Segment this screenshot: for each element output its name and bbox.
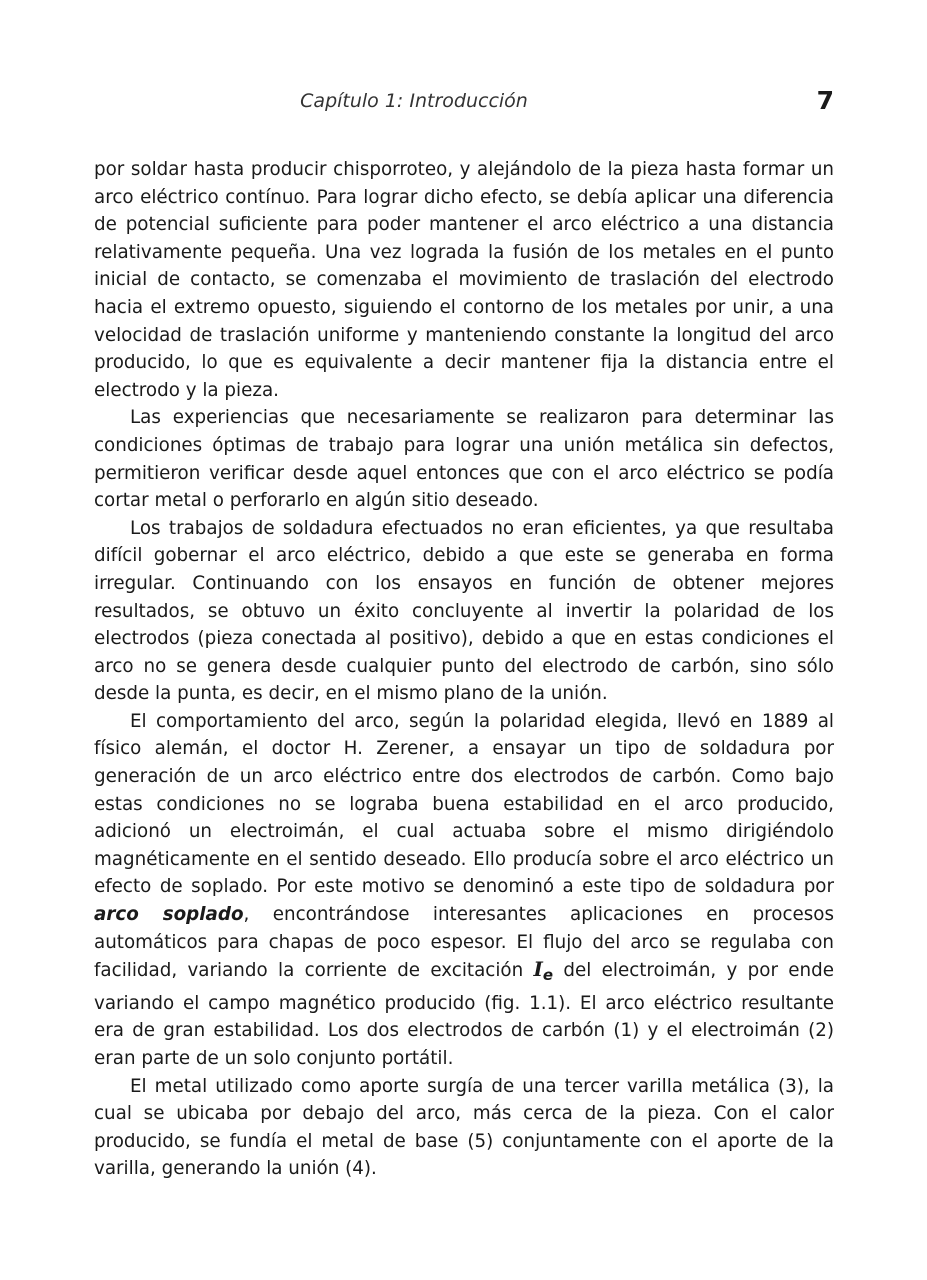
current-symbol-subscript: e <box>542 966 554 985</box>
emphasized-term: arco soplado <box>94 904 244 926</box>
running-header <box>94 86 834 118</box>
chapter-title: Capítulo 1: Introducción <box>300 90 528 112</box>
paragraph-4-text-a: El comportamiento del arco, según la polaridad elegida, llevó en 1889 al físico alemán, el doctor H. Zerener, a ensayar un tipo de soldadura por generación de un arco eléctrico entre dos electrodos de carbón. Como bajo estas condiciones no se lograba buena estabilidad en el arco producido, adicionó un electroimán, el cual actuaba sobre el mismo dirigiéndolo magnéticamente en el sentido deseado. Ello producía sobre el arco eléctrico un efecto de soplado. Por este motivo se denominó a este tipo de soldadura por <box>94 710 834 898</box>
paragraph-3: Los trabajos de soldadura efectuados no eran eficientes, ya que resultaba difícil gobernar el arco eléctrico, debido a que este se generaba en forma irregular. Continuando con los ensayos en función de obtener mejores resultados, se obtuvo un éxito concluyente al invertir la polaridad de los electrodos (pieza conectada al positivo), debido a que en estas condiciones el arco no se genera desde cualquier punto del electrodo de carbón, sino sólo desde la punta, es decir, en el mismo plano de la unión. <box>94 517 834 705</box>
paragraph-4 <box>94 708 834 1073</box>
paragraph-4-text-c: del electroimán, y por ende variando el campo magnético producido (fig. 1.1). El arco eléctrico resultante era de gran estabilidad. Los dos electrodos de carbón (1) y el electroimán (2) eran parte de un solo conjunto portátil. <box>94 960 834 1069</box>
current-symbol: I <box>533 957 543 982</box>
paragraph-2: Las experiencias que necesariamente se realizaron para determinar las condiciones óptimas de trabajo para lograr una unión metálica sin defectos, permitieron verificar desde aquel entonces que con el arco eléctrico se podía cortar metal o perforarlo en algún sitio deseado. <box>94 407 834 512</box>
paragraph-1: por soldar hasta producir chisporroteo, y alejándolo de la pieza hasta formar un arco eléctrico contínuo. Para lograr dicho efecto, se debía aplicar una diferencia de potencial suficiente para poder mantener el arco eléctrico a una distancia relativamente pequeña. Una vez lograda la fusión de los metales en el punto inicial de contacto, se comenzaba el movimiento de traslación del electrodo hacia el extremo opuesto, siguiendo el contorno de los metales por unir, a una velocidad de traslación uniforme y manteniendo constante la longitud del arco producido, lo que es equivalente a decir mantener fija la distancia entre el electrodo y la pieza. <box>94 159 834 401</box>
page-number: 7 <box>816 86 834 115</box>
body-text <box>94 156 834 1183</box>
paragraph-4-text-b: , encontrándose interesantes aplicaciones en procesos automáticos para chapas de poco espesor. El flujo del arco se regulaba con facilidad, variando la corriente de excitación <box>94 904 835 982</box>
paragraph-5: El metal utilizado como aporte surgía de una tercer varilla metálica (3), la cual se ubicaba por debajo del arco, más cerca de la pieza. Con el calor producido, se fundía el metal de base (5) conjuntamente con el aporte de la varilla, generando la unión (4). <box>94 1075 834 1180</box>
